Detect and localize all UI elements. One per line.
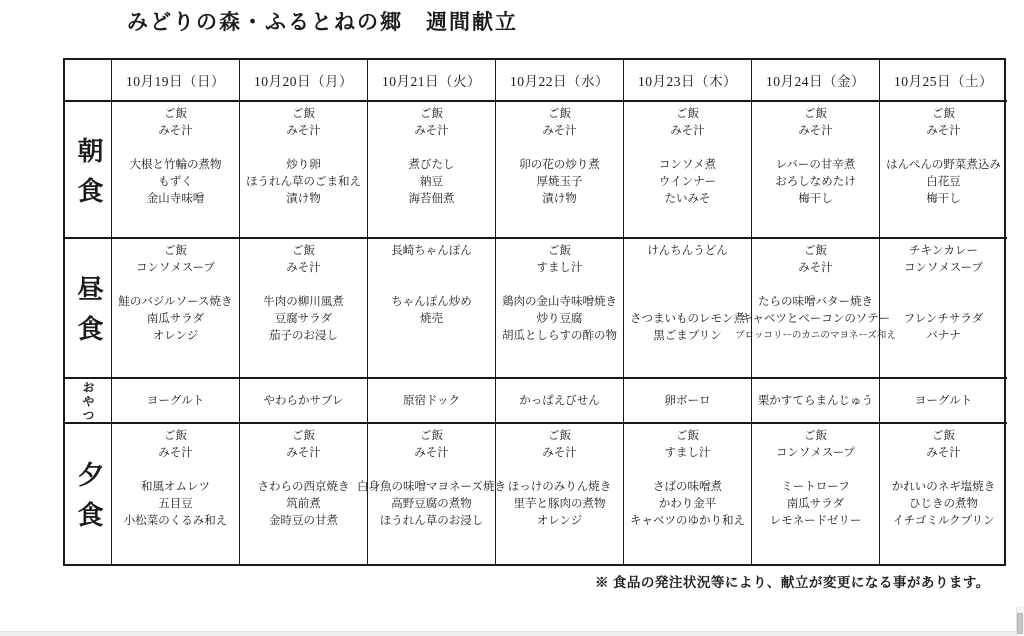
menu-cell-breakfast-4 (623, 100, 751, 237)
menu-item: ほうれん草のごま和え (246, 176, 361, 188)
menu-item: フレンチサラダ (903, 313, 984, 325)
menu-item (942, 294, 945, 311)
menu-item: 厚焼玉子 (536, 176, 583, 188)
menu-item: ご飯 (292, 108, 315, 120)
menu-item: ご飯 (932, 430, 955, 442)
menu-cell-snack-3 (495, 377, 623, 423)
menu-item: さばの味噌煮 (653, 481, 722, 493)
menu-cell-breakfast-0 (111, 100, 239, 237)
menu-item: ご飯 (420, 108, 443, 120)
row-lunch (65, 237, 1004, 377)
row-label-text: 夕食 (74, 461, 103, 541)
column-header-2: 10月21日（火） (367, 60, 495, 100)
menu-item: かわり金平 (658, 498, 717, 510)
menu-item (302, 140, 305, 157)
menu-item: ひじきの煮物 (909, 498, 978, 510)
menu-item (174, 140, 177, 157)
menu-item: ちゃんぽん炒め (391, 296, 472, 308)
menu-cell-dinner-3 (495, 422, 623, 564)
menu-item: みそ汁 (542, 125, 577, 137)
menu-item: みそ汁 (542, 447, 577, 459)
menu-cell-lunch-6 (879, 237, 1007, 377)
row-snack (65, 377, 1004, 422)
menu-item: みそ汁 (798, 125, 833, 137)
row-dinner (65, 422, 1004, 564)
menu-cell-lunch-4 (623, 237, 751, 377)
column-header-1: 10月20日（月） (239, 60, 367, 100)
menu-item: ご飯 (676, 108, 699, 120)
menu-item: レバーの甘辛煮 (775, 159, 856, 171)
menu-cell-breakfast-6 (879, 100, 1007, 237)
row-label-text: 昼食 (74, 275, 103, 355)
menu-item: みそ汁 (286, 447, 321, 459)
menu-item (430, 462, 433, 479)
menu-item (174, 462, 177, 479)
menu-table (63, 58, 1006, 566)
menu-item: 炒り卵 (286, 159, 321, 171)
menu-cell-breakfast-5 (751, 100, 879, 237)
menu-item: 黒ごまプリン (653, 330, 722, 342)
menu-item: みそ汁 (286, 262, 321, 274)
menu-item: ご飯 (164, 108, 187, 120)
menu-item: みそ汁 (926, 125, 961, 137)
menu-item: レモネードゼリー (769, 515, 862, 527)
menu-item: みそ汁 (670, 125, 705, 137)
menu-item: 海苔佃煮 (408, 193, 455, 205)
menu-item: 卯の花の炒り煮 (519, 159, 600, 171)
menu-item: 里芋と豚肉の煮物 (513, 498, 606, 510)
column-header-5: 10月24日（金） (751, 60, 879, 100)
menu-item: はんぺんの野菜煮込み (886, 159, 1001, 171)
menu-cell-lunch-3 (495, 237, 623, 377)
menu-item (430, 140, 433, 157)
menu-item: 白花豆 (926, 176, 961, 188)
menu-item: ご飯 (932, 108, 955, 120)
menu-item: 和風オムレツ (141, 481, 210, 493)
menu-item: ご飯 (292, 245, 315, 257)
menu-item: 長崎ちゃんぽん (391, 245, 472, 257)
menu-cell-dinner-6 (879, 422, 1007, 564)
menu-item: コンソメスープ (903, 262, 984, 274)
menu-item: 牛肉の柳川風煮 (263, 296, 344, 308)
menu-item: みそ汁 (926, 447, 961, 459)
menu-item: ほうれん草のお浸し (379, 515, 484, 527)
menu-item: やわらかサブレ (263, 394, 344, 407)
menu-cell-snack-2 (367, 377, 495, 423)
row-label-text: おやつ (81, 381, 95, 423)
menu-item: すまし汁 (664, 447, 711, 459)
menu-item: 筑前煮 (286, 498, 321, 510)
menu-item: さつまいものレモン煮 (630, 313, 745, 325)
menu-item: 漬け物 (286, 193, 321, 205)
menu-item (302, 462, 305, 479)
row-label-snack (65, 377, 111, 423)
menu-item: 小松菜のくるみ和え (123, 515, 228, 527)
menu-item: 煮びたし (408, 159, 455, 171)
menu-item: ご飯 (676, 430, 699, 442)
menu-cell-snack-4 (623, 377, 751, 423)
menu-cell-snack-6 (879, 377, 1007, 423)
header-row (65, 60, 1004, 100)
menu-item: コンソメスープ (775, 447, 856, 459)
menu-item: ご飯 (548, 245, 571, 257)
menu-item (430, 260, 433, 277)
menu-item: 金山寺味噌 (146, 193, 205, 205)
menu-item: ご飯 (804, 245, 827, 257)
menu-item: ほっけのみりん焼き (507, 481, 612, 493)
menu-item (558, 140, 561, 157)
menu-item: かっぱえびせん (519, 394, 600, 407)
row-breakfast (65, 100, 1004, 237)
menu-cell-breakfast-3 (495, 100, 623, 237)
menu-item: バナナ (926, 330, 961, 342)
menu-cell-dinner-1 (239, 422, 367, 564)
menu-item: ご飯 (164, 245, 187, 257)
menu-item: 胡瓜としらすの酢の物 (502, 330, 617, 342)
menu-item: 卵ボーロ (664, 394, 711, 407)
menu-item: 納豆 (420, 176, 443, 188)
menu-item: 豆腐サラダ (274, 313, 333, 325)
menu-item: ブロッコリーのカニのマヨネーズ和え (735, 331, 896, 341)
menu-item: キャベツとベーコンのソテー (740, 313, 891, 325)
menu-item (174, 277, 177, 294)
menu-item (686, 462, 689, 479)
menu-item: かれいのネギ塩焼き (891, 481, 996, 493)
column-header-6: 10月25日（土） (879, 60, 1007, 100)
menu-item: ご飯 (292, 430, 315, 442)
menu-item (814, 277, 817, 294)
menu-item: 白身魚の味噌マヨネーズ焼き (357, 481, 506, 493)
menu-item: たいみそ (664, 193, 711, 205)
row-label-dinner (65, 422, 111, 564)
menu-item: 五目豆 (158, 498, 193, 510)
menu-item: みそ汁 (158, 447, 193, 459)
menu-item: 炒り豆腐 (536, 313, 583, 325)
menu-item (302, 277, 305, 294)
menu-item (814, 462, 817, 479)
column-header-0: 10月19日（日） (111, 60, 239, 100)
menu-item (686, 260, 689, 277)
menu-cell-breakfast-2 (367, 100, 495, 237)
menu-item: ご飯 (548, 108, 571, 120)
menu-item: オレンジ (536, 515, 583, 527)
row-label-breakfast (65, 100, 111, 237)
menu-item: 栗かすてらまんじゅう (757, 394, 874, 407)
menu-item: 鮭のバジルソース焼き (118, 296, 233, 308)
menu-item: もずく (158, 176, 193, 188)
menu-item: イチゴミルクプリン (892, 515, 995, 527)
menu-item: ご飯 (420, 430, 443, 442)
menu-item: コンソメスープ (135, 262, 216, 274)
menu-item: 鶏肉の金山寺味噌焼き (502, 296, 617, 308)
menu-item: ヨーグルト (914, 394, 973, 407)
row-label-lunch (65, 237, 111, 377)
menu-item: 南瓜サラダ (146, 313, 205, 325)
menu-item: みそ汁 (158, 125, 193, 137)
menu-cell-dinner-4 (623, 422, 751, 564)
menu-item (558, 462, 561, 479)
menu-cell-lunch-5 (735, 237, 896, 377)
menu-cell-snack-0 (111, 377, 239, 423)
menu-item: コンソメ煮 (658, 159, 717, 171)
menu-cell-snack-5 (751, 377, 879, 423)
menu-item: 金時豆の甘煮 (269, 515, 338, 527)
vertical-scrollbar-thumb[interactable] (1017, 613, 1023, 634)
menu-item: すまし汁 (536, 262, 583, 274)
menu-cell-dinner-0 (111, 422, 239, 564)
page-title: みどりの森・ふるとねの郷 週間献立 (127, 10, 518, 34)
menu-item: ミートローフ (781, 481, 850, 493)
menu-item: ご飯 (548, 430, 571, 442)
menu-item: 梅干し (798, 193, 833, 205)
menu-cell-lunch-0 (111, 237, 239, 377)
menu-item (558, 277, 561, 294)
column-header-4: 10月23日（木） (623, 60, 751, 100)
corner-cell (65, 60, 111, 100)
menu-item (814, 140, 817, 157)
menu-item: みそ汁 (414, 447, 449, 459)
menu-item: 原宿ドック (402, 394, 461, 407)
menu-item: ウインナー (658, 176, 717, 188)
menu-item: ヨーグルト (146, 394, 205, 407)
menu-item: チキンカレー (909, 245, 978, 257)
menu-cell-lunch-1 (239, 237, 367, 377)
menu-item: みそ汁 (798, 262, 833, 274)
menu-item: たらの味噌バター焼き (758, 296, 873, 308)
menu-item (686, 294, 689, 311)
menu-item: けんちんうどん (647, 245, 728, 257)
menu-item: みそ汁 (414, 125, 449, 137)
menu-item: 高野豆腐の煮物 (391, 498, 472, 510)
menu-item (686, 277, 689, 294)
menu-item: 焼売 (420, 313, 443, 325)
menu-cell-lunch-2 (367, 237, 495, 377)
horizontal-scrollbar-track[interactable] (0, 631, 1024, 636)
menu-item: みそ汁 (286, 125, 321, 137)
menu-item: ご飯 (804, 108, 827, 120)
menu-item: キャベツのゆかり和え (630, 515, 745, 527)
menu-item (942, 277, 945, 294)
menu-item (430, 277, 433, 294)
footnote: ※ 食品の発注状況等により、献立が変更になる事があります。 (595, 575, 990, 590)
menu-item: オレンジ (152, 330, 199, 342)
menu-item: おろしなめたけ (775, 176, 856, 188)
menu-cell-snack-1 (239, 377, 367, 423)
menu-cell-breakfast-1 (239, 100, 367, 237)
menu-item: 大根と竹輪の煮物 (129, 159, 222, 171)
menu-item: ご飯 (804, 430, 827, 442)
menu-item: 漬け物 (542, 193, 577, 205)
menu-item: 南瓜サラダ (786, 498, 845, 510)
menu-cell-dinner-2 (357, 422, 506, 564)
menu-item (686, 140, 689, 157)
menu-item: 茄子のお浸し (269, 330, 338, 342)
menu-item (942, 140, 945, 157)
menu-cell-dinner-5 (751, 422, 879, 564)
menu-item: ご飯 (164, 430, 187, 442)
row-label-text: 朝食 (74, 136, 103, 217)
column-header-3: 10月22日（水） (495, 60, 623, 100)
menu-item: さわらの西京焼き (257, 481, 350, 493)
menu-item: 梅干し (926, 193, 961, 205)
menu-item (942, 462, 945, 479)
